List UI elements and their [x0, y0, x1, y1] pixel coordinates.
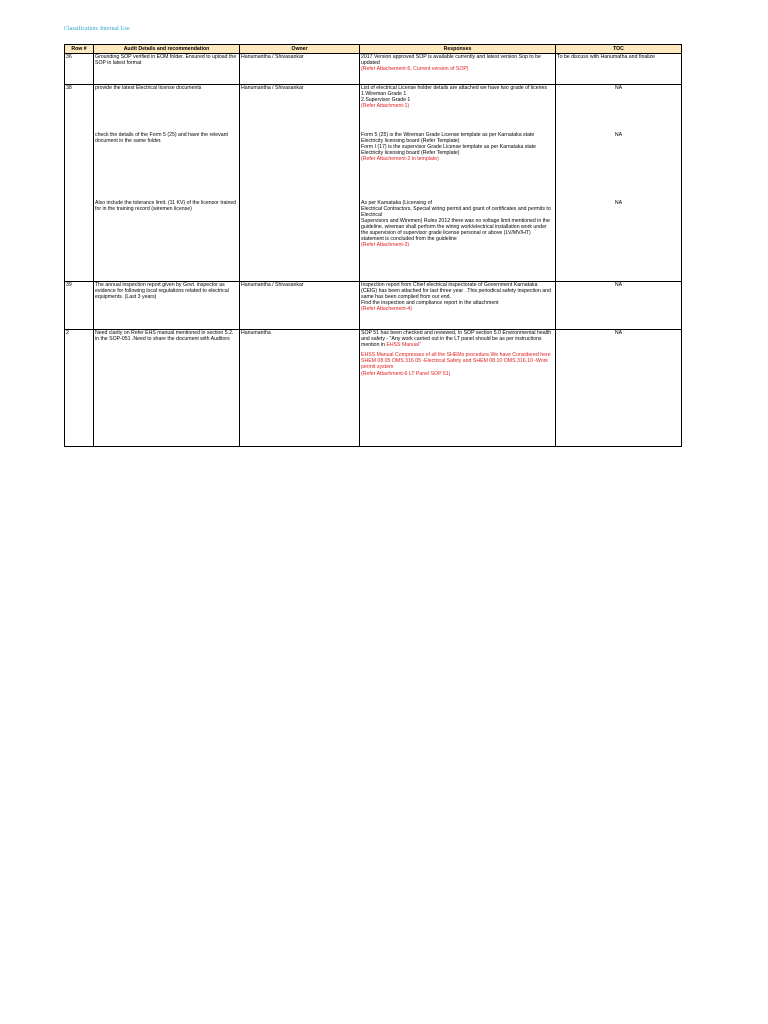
response-text: Electrical Contractors, Special wiring permit and grant of certificates and permits to Electrical: [361, 205, 551, 218]
header-owner: Owner: [240, 45, 360, 54]
table-row: [65, 200, 682, 282]
response-reference: (Refer Attachement-2 in template): [361, 155, 439, 162]
response-reference: (Refer Attachement-5, Current version of SOP): [361, 66, 469, 73]
cell-audit: provide the latest Electrical license documents: [94, 85, 240, 132]
cell-audit: check the details of the Form 5 (25) and have the relevant document in the same folder.: [94, 132, 240, 200]
cell-audit: Grounding SOP verified in EOM folder. Ensured to upload the SOP in latest format: [94, 54, 240, 85]
response-reference: (Refer Attachment-1): [361, 103, 410, 110]
cell-toc: NA: [556, 85, 682, 132]
response-reference: EHSS Manual Compresses of all the SHEMs procedure,We have Considered here SHEM 08.05 OMS 316.05 -Electrical Safety and SHEM 08.10 OMS 316.10 -Work permit system: [361, 352, 551, 371]
response-text: Find the inspection and compliance report in the attachment: [361, 300, 499, 307]
table-row: [65, 132, 682, 200]
classification-label: Classification: Internal Use: [64, 26, 130, 32]
cell-toc: NA: [556, 282, 682, 330]
cell-toc: To be discuss with Hanumatha and finalize: [556, 54, 682, 85]
response-text: SOP 51 has been checked and reviewed, In SOP section 5.0 Environmental health and safety - "Any work carried out in the LT panel should be as per instructions mention in: [361, 330, 552, 349]
audit-table: [64, 44, 682, 447]
cell-toc: NA: [556, 200, 682, 282]
table-row: [65, 54, 682, 85]
response-text: Form 5 (25) is the Wireman Grade License template as per Karnataka state Electricity licensing board (Refer Template): [361, 131, 535, 144]
response-text: List of electrical License holder details are attached we have two grade of licenes: [361, 85, 547, 91]
cell-row-num: 36: [65, 54, 94, 85]
cell-response: [360, 282, 556, 330]
response-text: Supervisors and Wiremen) Rules 2012 there was no voltage limit mentioned in the guideline, wireman shall perform the wiring work/electrical installation work under the supervision of supervisor grade license personal or above (LV/MV/HT) statement is concluded from the guideline: [361, 217, 550, 243]
cell-audit: The annual inspection report given by Govt. inspector as evidence for following local regulations related to electrical equipments. (Last 3 years): [94, 282, 240, 330]
cell-audit: Need clarity on Refer EHS manual mentioned in section 5.2. in the SOP-051 .Need to share the document with Auditors: [94, 330, 240, 447]
table-row: [65, 330, 682, 447]
cell-response: [360, 330, 556, 447]
cell-owner: Hanumantha / Shivasankar: [240, 54, 360, 85]
cell-response: [360, 132, 556, 200]
response-text: 1.Wireman Grade 1: [361, 91, 407, 98]
response-text: As per Karnataka (Licensing of: [361, 199, 432, 206]
response-reference: (Refer Attachement-4): [361, 306, 413, 313]
cell-row-num: 38: [65, 85, 94, 282]
header-audit: Audit Details and recommendation: [94, 45, 240, 54]
response-text: 2.Supervisor Grade 1: [361, 97, 411, 104]
cell-owner: Hanumantha: [240, 330, 360, 447]
cell-owner: Hanumantha / Shivasankar: [240, 282, 360, 330]
cell-response: [360, 85, 556, 132]
cell-owner: Hanumantha / Shivasankar: [240, 85, 360, 282]
cell-row-num: 39: [65, 282, 94, 330]
table-row: [65, 85, 682, 132]
response-reference: (Refer Attachment-3): [361, 242, 410, 249]
table-header-row: [65, 45, 682, 54]
header-responses: Responses: [360, 45, 556, 54]
response-text: Form I (17) is the supervisor Grade License template as per Karnataka state Electricity licensing board (Refer Template): [361, 143, 537, 156]
response-text: Inspection report from Chief electrical inspectorate of Government Karnataka (CEIG) has been attached for last three year . This periodical safety inspection and same has been complied from our end.: [361, 282, 551, 301]
cell-toc: NA: [556, 330, 682, 447]
response-inline-reference: EHSS Manual": [386, 342, 421, 349]
cell-row-num: 2: [65, 330, 94, 447]
table-row: [65, 282, 682, 330]
response-reference: (Refer Attachment-6 LT Panel SOP 51): [361, 370, 451, 377]
cell-response: [360, 200, 556, 282]
cell-response: [360, 54, 556, 85]
header-toc: TOC: [556, 45, 682, 54]
cell-audit: Also include the tolerance limit. (11 KV) of the licensor trained for in the training record (wiremen license): [94, 200, 240, 282]
header-row-num: Row #: [65, 45, 94, 54]
cell-toc: NA: [556, 132, 682, 200]
response-text: 2017 Version approved SOP is available currently and latest version Sop to be updated: [361, 54, 541, 67]
